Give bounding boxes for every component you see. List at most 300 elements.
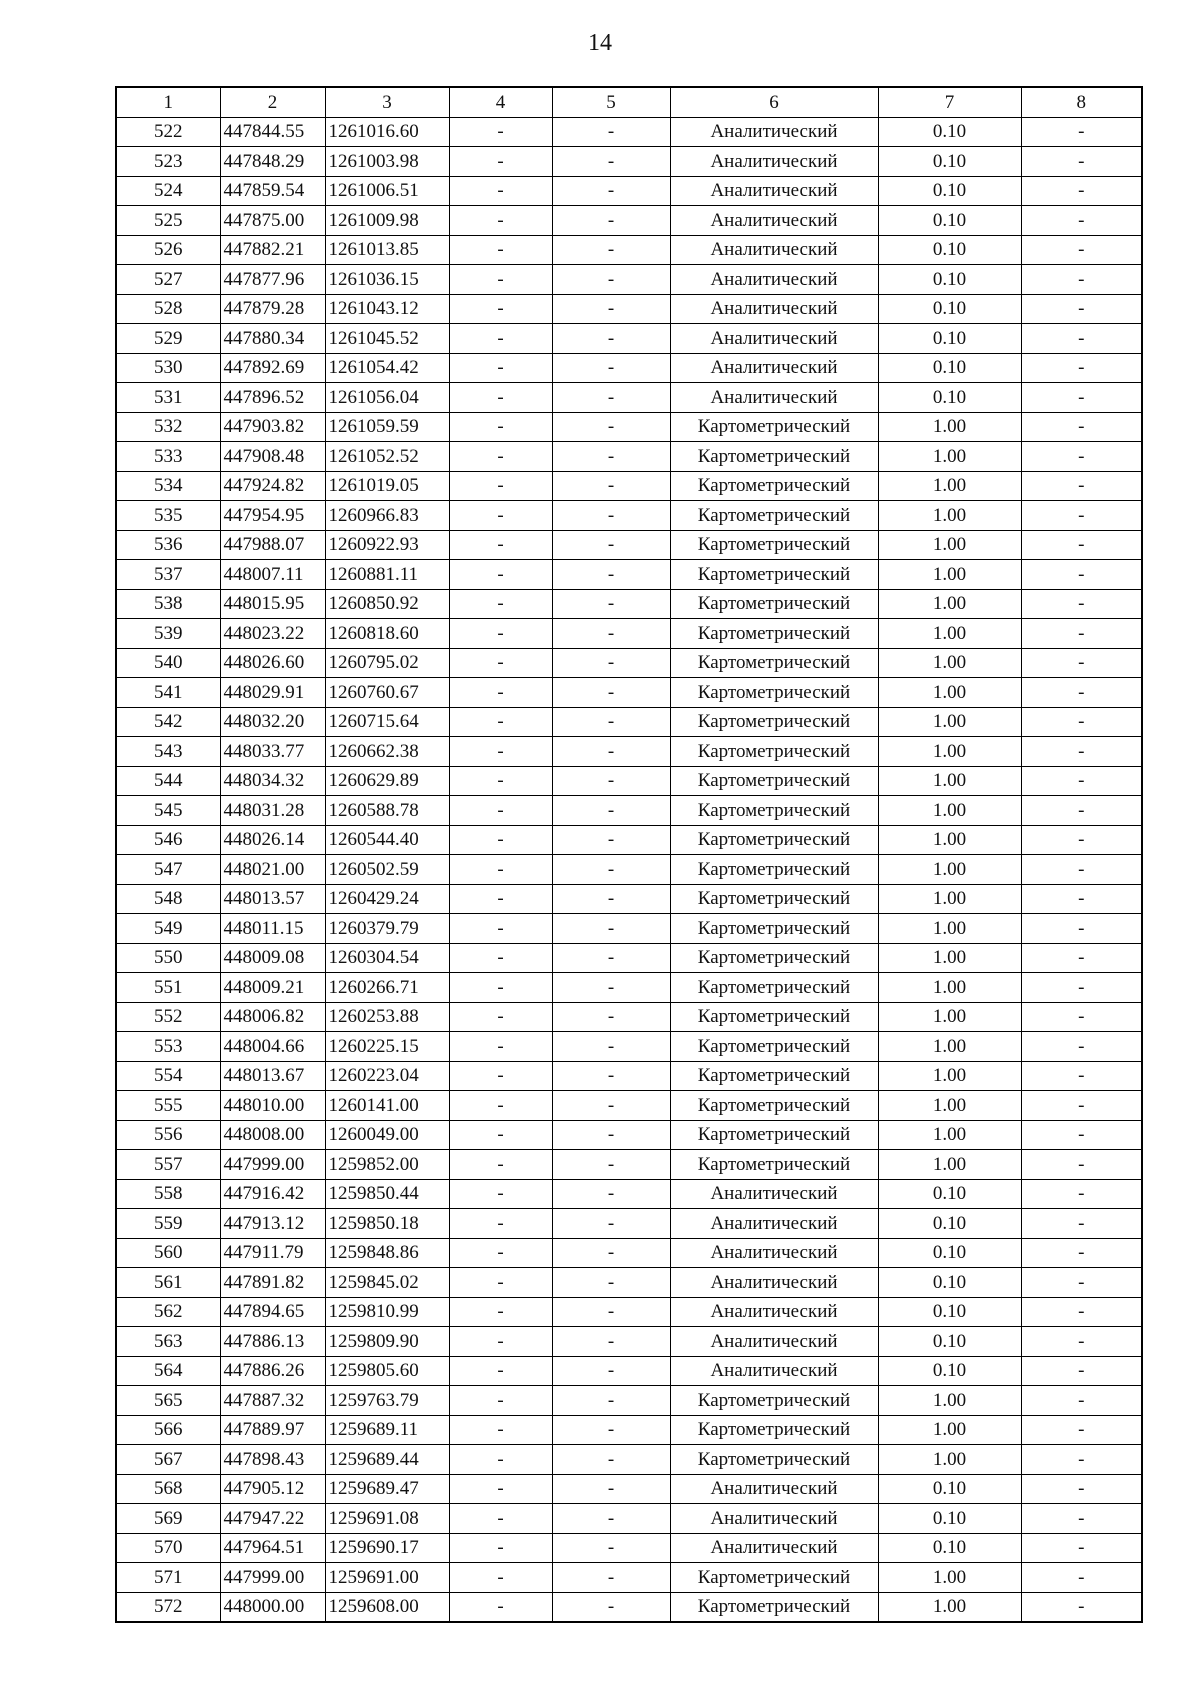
col4-cell: - (449, 914, 552, 944)
x-coordinate-cell: 447911.79 (220, 1238, 325, 1268)
x-coordinate-cell: 447889.97 (220, 1415, 325, 1445)
point-number-cell: 545 (116, 796, 220, 826)
col8-cell: - (1021, 678, 1142, 708)
point-number-cell: 566 (116, 1415, 220, 1445)
method-cell: Картометрический (670, 973, 878, 1003)
col8-cell: - (1021, 1061, 1142, 1091)
col8-cell: - (1021, 1474, 1142, 1504)
table-row (116, 1474, 1142, 1504)
col8-cell: - (1021, 206, 1142, 236)
table-row (116, 707, 1142, 737)
col4-cell: - (449, 1297, 552, 1327)
y-coordinate-cell: 1260141.00 (325, 1091, 449, 1121)
col5-cell: - (552, 1533, 670, 1563)
col8-cell: - (1021, 1002, 1142, 1032)
point-number-cell: 524 (116, 176, 220, 206)
x-coordinate-cell: 447999.00 (220, 1150, 325, 1180)
x-coordinate-cell: 447898.43 (220, 1445, 325, 1475)
col8-cell: - (1021, 1091, 1142, 1121)
col5-cell: - (552, 648, 670, 678)
coordinates-table (115, 86, 1143, 1623)
point-number-cell: 549 (116, 914, 220, 944)
table-row (116, 943, 1142, 973)
method-cell: Картометрический (670, 678, 878, 708)
point-number-cell: 522 (116, 117, 220, 147)
point-number-cell: 537 (116, 560, 220, 590)
method-cell: Картометрический (670, 825, 878, 855)
col4-cell: - (449, 1120, 552, 1150)
col4-cell: - (449, 1209, 552, 1239)
x-coordinate-cell: 448011.15 (220, 914, 325, 944)
y-coordinate-cell: 1261052.52 (325, 442, 449, 472)
x-coordinate-cell: 447954.95 (220, 501, 325, 531)
method-cell: Аналитический (670, 1297, 878, 1327)
column-header: 3 (325, 87, 449, 117)
y-coordinate-cell: 1260922.93 (325, 530, 449, 560)
col4-cell: - (449, 501, 552, 531)
table-row (116, 1238, 1142, 1268)
method-cell: Картометрический (670, 1592, 878, 1622)
point-number-cell: 562 (116, 1297, 220, 1327)
col8-cell: - (1021, 530, 1142, 560)
col8-cell: - (1021, 1179, 1142, 1209)
point-number-cell: 557 (116, 1150, 220, 1180)
method-cell: Аналитический (670, 1533, 878, 1563)
x-coordinate-cell: 447903.82 (220, 412, 325, 442)
y-coordinate-cell: 1260266.71 (325, 973, 449, 1003)
x-coordinate-cell: 448015.95 (220, 589, 325, 619)
col8-cell: - (1021, 176, 1142, 206)
page-number: 14 (588, 30, 612, 56)
accuracy-cell: 1.00 (878, 796, 1021, 826)
y-coordinate-cell: 1261003.98 (325, 147, 449, 177)
x-coordinate-cell: 448031.28 (220, 796, 325, 826)
col5-cell: - (552, 265, 670, 295)
x-coordinate-cell: 447894.65 (220, 1297, 325, 1327)
col4-cell: - (449, 1504, 552, 1534)
accuracy-cell: 0.10 (878, 1356, 1021, 1386)
point-number-cell: 570 (116, 1533, 220, 1563)
accuracy-cell: 0.10 (878, 1474, 1021, 1504)
point-number-cell: 551 (116, 973, 220, 1003)
method-cell: Картометрический (670, 442, 878, 472)
col5-cell: - (552, 737, 670, 767)
accuracy-cell: 0.10 (878, 1504, 1021, 1534)
method-cell: Картометрический (670, 796, 878, 826)
table-row (116, 501, 1142, 531)
col8-cell: - (1021, 796, 1142, 826)
y-coordinate-cell: 1260253.88 (325, 1002, 449, 1032)
col8-cell: - (1021, 1238, 1142, 1268)
x-coordinate-cell: 447988.07 (220, 530, 325, 560)
col4-cell: - (449, 1061, 552, 1091)
col8-cell: - (1021, 766, 1142, 796)
x-coordinate-cell: 448009.21 (220, 973, 325, 1003)
y-coordinate-cell: 1259850.18 (325, 1209, 449, 1239)
table-row (116, 1179, 1142, 1209)
method-cell: Картометрический (670, 766, 878, 796)
y-coordinate-cell: 1259690.17 (325, 1533, 449, 1563)
table-header-row (116, 87, 1142, 117)
x-coordinate-cell: 447877.96 (220, 265, 325, 295)
method-cell: Аналитический (670, 1474, 878, 1504)
col4-cell: - (449, 412, 552, 442)
col8-cell: - (1021, 353, 1142, 383)
col8-cell: - (1021, 855, 1142, 885)
method-cell: Аналитический (670, 176, 878, 206)
accuracy-cell: 0.10 (878, 1327, 1021, 1357)
accuracy-cell: 1.00 (878, 1032, 1021, 1062)
x-coordinate-cell: 447924.82 (220, 471, 325, 501)
y-coordinate-cell: 1261016.60 (325, 117, 449, 147)
y-coordinate-cell: 1260760.67 (325, 678, 449, 708)
y-coordinate-cell: 1259689.44 (325, 1445, 449, 1475)
point-number-cell: 533 (116, 442, 220, 472)
table-row (116, 412, 1142, 442)
col5-cell: - (552, 1032, 670, 1062)
point-number-cell: 561 (116, 1268, 220, 1298)
y-coordinate-cell: 1260881.11 (325, 560, 449, 590)
col5-cell: - (552, 766, 670, 796)
col5-cell: - (552, 1002, 670, 1032)
x-coordinate-cell: 448008.00 (220, 1120, 325, 1150)
col4-cell: - (449, 353, 552, 383)
col5-cell: - (552, 914, 670, 944)
table-body (116, 117, 1142, 1622)
table-row (116, 1415, 1142, 1445)
table-row (116, 1533, 1142, 1563)
col8-cell: - (1021, 1386, 1142, 1416)
col8-cell: - (1021, 501, 1142, 531)
point-number-cell: 525 (116, 206, 220, 236)
x-coordinate-cell: 448033.77 (220, 737, 325, 767)
accuracy-cell: 1.00 (878, 1120, 1021, 1150)
col5-cell: - (552, 678, 670, 708)
point-number-cell: 542 (116, 707, 220, 737)
point-number-cell: 531 (116, 383, 220, 413)
accuracy-cell: 1.00 (878, 678, 1021, 708)
col4-cell: - (449, 206, 552, 236)
col5-cell: - (552, 501, 670, 531)
accuracy-cell: 1.00 (878, 589, 1021, 619)
table-row (116, 1091, 1142, 1121)
table-row (116, 235, 1142, 265)
y-coordinate-cell: 1260304.54 (325, 943, 449, 973)
point-number-cell: 535 (116, 501, 220, 531)
col8-cell: - (1021, 471, 1142, 501)
col4-cell: - (449, 147, 552, 177)
accuracy-cell: 1.00 (878, 1061, 1021, 1091)
y-coordinate-cell: 1261006.51 (325, 176, 449, 206)
accuracy-cell: 0.10 (878, 1179, 1021, 1209)
accuracy-cell: 0.10 (878, 1238, 1021, 1268)
y-coordinate-cell: 1261013.85 (325, 235, 449, 265)
col4-cell: - (449, 1179, 552, 1209)
table-row (116, 530, 1142, 560)
col5-cell: - (552, 176, 670, 206)
table-row (116, 1032, 1142, 1062)
table-row (116, 1327, 1142, 1357)
table-row (116, 855, 1142, 885)
accuracy-cell: 1.00 (878, 973, 1021, 1003)
x-coordinate-cell: 447947.22 (220, 1504, 325, 1534)
y-coordinate-cell: 1260629.89 (325, 766, 449, 796)
col5-cell: - (552, 1504, 670, 1534)
point-number-cell: 556 (116, 1120, 220, 1150)
table-row (116, 1209, 1142, 1239)
method-cell: Картометрический (670, 471, 878, 501)
point-number-cell: 563 (116, 1327, 220, 1357)
point-number-cell: 559 (116, 1209, 220, 1239)
y-coordinate-cell: 1259845.02 (325, 1268, 449, 1298)
method-cell: Аналитический (670, 1209, 878, 1239)
table-row (116, 147, 1142, 177)
table-row (116, 1268, 1142, 1298)
x-coordinate-cell: 447848.29 (220, 147, 325, 177)
method-cell: Картометрический (670, 1091, 878, 1121)
table-row (116, 1297, 1142, 1327)
y-coordinate-cell: 1261056.04 (325, 383, 449, 413)
y-coordinate-cell: 1260588.78 (325, 796, 449, 826)
col5-cell: - (552, 442, 670, 472)
col8-cell: - (1021, 383, 1142, 413)
x-coordinate-cell: 447844.55 (220, 117, 325, 147)
table-row (116, 589, 1142, 619)
accuracy-cell: 0.10 (878, 1209, 1021, 1239)
table-row (116, 766, 1142, 796)
accuracy-cell: 1.00 (878, 1091, 1021, 1121)
col8-cell: - (1021, 943, 1142, 973)
x-coordinate-cell: 447886.13 (220, 1327, 325, 1357)
point-number-cell: 555 (116, 1091, 220, 1121)
col4-cell: - (449, 1002, 552, 1032)
col8-cell: - (1021, 1032, 1142, 1062)
col8-cell: - (1021, 1150, 1142, 1180)
y-coordinate-cell: 1260966.83 (325, 501, 449, 531)
point-number-cell: 532 (116, 412, 220, 442)
col4-cell: - (449, 1091, 552, 1121)
method-cell: Картометрический (670, 530, 878, 560)
accuracy-cell: 1.00 (878, 1386, 1021, 1416)
col8-cell: - (1021, 1297, 1142, 1327)
y-coordinate-cell: 1259763.79 (325, 1386, 449, 1416)
x-coordinate-cell: 447887.32 (220, 1386, 325, 1416)
accuracy-cell: 1.00 (878, 1592, 1021, 1622)
method-cell: Картометрический (670, 648, 878, 678)
table-row (116, 1386, 1142, 1416)
column-header: 7 (878, 87, 1021, 117)
accuracy-cell: 0.10 (878, 383, 1021, 413)
col5-cell: - (552, 1415, 670, 1445)
point-number-cell: 558 (116, 1179, 220, 1209)
method-cell: Картометрический (670, 914, 878, 944)
col8-cell: - (1021, 1504, 1142, 1534)
method-cell: Аналитический (670, 1504, 878, 1534)
method-cell: Картометрический (670, 855, 878, 885)
y-coordinate-cell: 1260544.40 (325, 825, 449, 855)
col4-cell: - (449, 1268, 552, 1298)
col5-cell: - (552, 1091, 670, 1121)
col5-cell: - (552, 619, 670, 649)
y-coordinate-cell: 1261059.59 (325, 412, 449, 442)
col4-cell: - (449, 796, 552, 826)
accuracy-cell: 0.10 (878, 117, 1021, 147)
accuracy-cell: 0.10 (878, 265, 1021, 295)
point-number-cell: 553 (116, 1032, 220, 1062)
method-cell: Картометрический (670, 943, 878, 973)
point-number-cell: 523 (116, 147, 220, 177)
accuracy-cell: 0.10 (878, 324, 1021, 354)
method-cell: Картометрический (670, 1032, 878, 1062)
table-row (116, 796, 1142, 826)
col8-cell: - (1021, 914, 1142, 944)
x-coordinate-cell: 447999.00 (220, 1563, 325, 1593)
y-coordinate-cell: 1260049.00 (325, 1120, 449, 1150)
col5-cell: - (552, 1474, 670, 1504)
y-coordinate-cell: 1259608.00 (325, 1592, 449, 1622)
table-row (116, 1592, 1142, 1622)
table-row (116, 678, 1142, 708)
y-coordinate-cell: 1259805.60 (325, 1356, 449, 1386)
method-cell: Картометрический (670, 1061, 878, 1091)
x-coordinate-cell: 448021.00 (220, 855, 325, 885)
table-row (116, 1002, 1142, 1032)
y-coordinate-cell: 1259689.47 (325, 1474, 449, 1504)
table-row (116, 825, 1142, 855)
accuracy-cell: 0.10 (878, 1268, 1021, 1298)
y-coordinate-cell: 1260502.59 (325, 855, 449, 885)
method-cell: Аналитический (670, 383, 878, 413)
point-number-cell: 554 (116, 1061, 220, 1091)
method-cell: Картометрический (670, 412, 878, 442)
col4-cell: - (449, 294, 552, 324)
y-coordinate-cell: 1259848.86 (325, 1238, 449, 1268)
x-coordinate-cell: 448026.14 (220, 825, 325, 855)
table-row (116, 1356, 1142, 1386)
table-row (116, 117, 1142, 147)
accuracy-cell: 1.00 (878, 884, 1021, 914)
col8-cell: - (1021, 648, 1142, 678)
col5-cell: - (552, 1209, 670, 1239)
method-cell: Картометрический (670, 1002, 878, 1032)
table-row (116, 1150, 1142, 1180)
y-coordinate-cell: 1261036.15 (325, 265, 449, 295)
col5-cell: - (552, 943, 670, 973)
col5-cell: - (552, 1179, 670, 1209)
accuracy-cell: 1.00 (878, 766, 1021, 796)
point-number-cell: 527 (116, 265, 220, 295)
method-cell: Картометрический (670, 1120, 878, 1150)
x-coordinate-cell: 448007.11 (220, 560, 325, 590)
col5-cell: - (552, 412, 670, 442)
y-coordinate-cell: 1259691.00 (325, 1563, 449, 1593)
col8-cell: - (1021, 1445, 1142, 1475)
x-coordinate-cell: 447882.21 (220, 235, 325, 265)
point-number-cell: 552 (116, 1002, 220, 1032)
col5-cell: - (552, 1327, 670, 1357)
column-header: 4 (449, 87, 552, 117)
col4-cell: - (449, 530, 552, 560)
accuracy-cell: 1.00 (878, 1415, 1021, 1445)
y-coordinate-cell: 1259852.00 (325, 1150, 449, 1180)
column-header: 8 (1021, 87, 1142, 117)
point-number-cell: 569 (116, 1504, 220, 1534)
table-row (116, 353, 1142, 383)
point-number-cell: 541 (116, 678, 220, 708)
col8-cell: - (1021, 1327, 1142, 1357)
col8-cell: - (1021, 442, 1142, 472)
y-coordinate-cell: 1261045.52 (325, 324, 449, 354)
x-coordinate-cell: 448026.60 (220, 648, 325, 678)
point-number-cell: 568 (116, 1474, 220, 1504)
method-cell: Аналитический (670, 294, 878, 324)
col8-cell: - (1021, 825, 1142, 855)
method-cell: Аналитический (670, 265, 878, 295)
col5-cell: - (552, 471, 670, 501)
x-coordinate-cell: 447905.12 (220, 1474, 325, 1504)
column-header: 6 (670, 87, 878, 117)
method-cell: Аналитический (670, 1268, 878, 1298)
x-coordinate-cell: 448029.91 (220, 678, 325, 708)
accuracy-cell: 1.00 (878, 914, 1021, 944)
point-number-cell: 544 (116, 766, 220, 796)
accuracy-cell: 0.10 (878, 235, 1021, 265)
col4-cell: - (449, 1592, 552, 1622)
table-row (116, 1061, 1142, 1091)
col4-cell: - (449, 265, 552, 295)
col4-cell: - (449, 1386, 552, 1416)
method-cell: Аналитический (670, 324, 878, 354)
method-cell: Аналитический (670, 147, 878, 177)
accuracy-cell: 1.00 (878, 707, 1021, 737)
col5-cell: - (552, 796, 670, 826)
y-coordinate-cell: 1259850.44 (325, 1179, 449, 1209)
method-cell: Картометрический (670, 1386, 878, 1416)
x-coordinate-cell: 447875.00 (220, 206, 325, 236)
x-coordinate-cell: 448010.00 (220, 1091, 325, 1121)
table-row (116, 442, 1142, 472)
table-row (116, 619, 1142, 649)
col5-cell: - (552, 589, 670, 619)
col5-cell: - (552, 235, 670, 265)
point-number-cell: 564 (116, 1356, 220, 1386)
x-coordinate-cell: 448004.66 (220, 1032, 325, 1062)
col4-cell: - (449, 1533, 552, 1563)
col8-cell: - (1021, 324, 1142, 354)
col4-cell: - (449, 1238, 552, 1268)
col4-cell: - (449, 176, 552, 206)
point-number-cell: 546 (116, 825, 220, 855)
x-coordinate-cell: 447896.52 (220, 383, 325, 413)
method-cell: Картометрический (670, 1150, 878, 1180)
table-row (116, 1563, 1142, 1593)
accuracy-cell: 1.00 (878, 560, 1021, 590)
y-coordinate-cell: 1259689.11 (325, 1415, 449, 1445)
table-row (116, 914, 1142, 944)
point-number-cell: 534 (116, 471, 220, 501)
x-coordinate-cell: 448013.57 (220, 884, 325, 914)
method-cell: Аналитический (670, 206, 878, 236)
accuracy-cell: 0.10 (878, 206, 1021, 236)
point-number-cell: 571 (116, 1563, 220, 1593)
x-coordinate-cell: 448032.20 (220, 707, 325, 737)
y-coordinate-cell: 1260429.24 (325, 884, 449, 914)
col5-cell: - (552, 117, 670, 147)
method-cell: Аналитический (670, 117, 878, 147)
col4-cell: - (449, 383, 552, 413)
accuracy-cell: 0.10 (878, 1533, 1021, 1563)
accuracy-cell: 1.00 (878, 1445, 1021, 1475)
